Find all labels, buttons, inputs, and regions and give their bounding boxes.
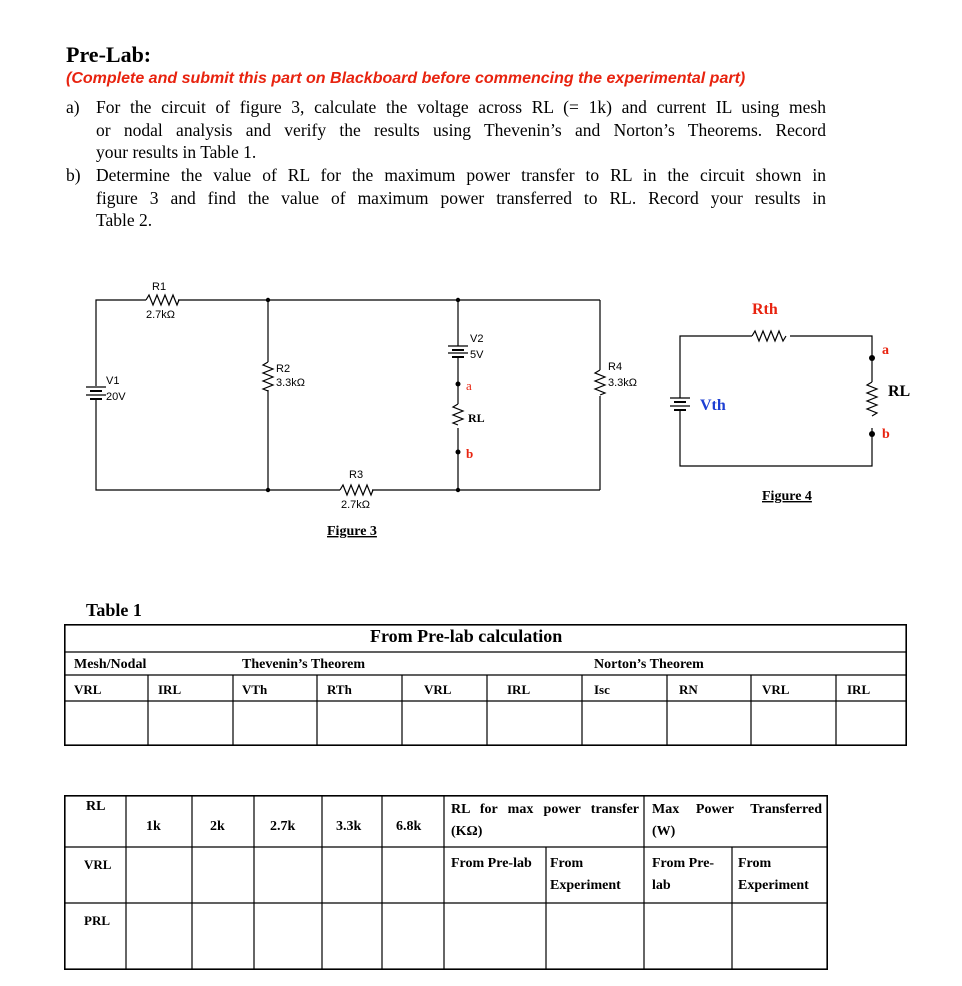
r4-label: R4 [608,361,623,373]
table1-group-norton: Norton’s Theorem [594,657,704,672]
instruction-b-label: b) [66,165,81,185]
col-vth: VTh [242,682,268,697]
row-label-prl: PRL [84,913,110,928]
power-from-prelab: From Pre-lab [652,856,715,893]
r2-label: R2 [276,363,291,375]
fig4-wire-top-right [790,336,872,382]
r1-value: 2.7kΩ [146,309,176,321]
figure4-caption: Figure 4 [762,489,812,504]
col-rth: RTh [327,682,352,697]
r3-value: 2.7kΩ [341,499,371,511]
vth-label: Vth [700,397,726,414]
fig4-wire-top [680,336,752,398]
r1-zigzag [146,295,179,305]
page-subtitle: (Complete and submit this part on Blackboard before commencing the experimental part) [66,70,746,87]
r2-zigzag [263,362,273,391]
fig3-wire-top-left [96,300,146,386]
table1-header: From Pre-lab calculation [370,626,563,646]
table1 [64,624,907,746]
table1-group-mesh: Mesh/Nodal [74,657,147,672]
rl-value-1k: 1k [146,819,161,834]
col-vrl: VRL [74,682,102,697]
col-isc: Isc [594,682,610,697]
node-b-label: b [466,446,474,461]
fig4-terminal-a-dot [869,355,875,361]
junction-dot [456,298,460,302]
junction-dot [456,488,460,492]
table1-label: Table 1 [86,600,142,620]
col-vrl-thevenin: VRL [424,682,452,697]
rl4-zigzag [867,382,877,416]
instruction-a-line: For the circuit of figure 3, calculate the voltage across RL (= 1k) and current IL using mesh [96,97,826,117]
col-vrl-norton: VRL [762,682,790,697]
rl-value-3-3k: 3.3k [336,819,362,834]
rl-from-prelab: From Pre-lab [451,856,532,871]
junction-dot [266,488,270,492]
instruction-b-line: figure 3 and find the value of maximum power transferred to RL. Record your results in [96,187,826,208]
row-label-vrl: VRL [84,857,112,872]
fig4-node-a-label: a [882,343,889,358]
fig4-terminal-b-dot [869,431,875,437]
table2 [64,795,828,970]
instruction-b-line: Determine the value of RL for the maximum power transfer to RL in the circuit shown in [96,165,826,185]
v1-label: V1 [106,375,120,387]
page-title: Pre-Lab: [66,42,152,67]
r3-zigzag [340,485,373,495]
instruction-b-line: Table 2. [96,210,153,230]
r4-zigzag [595,370,605,395]
rl-from-experiment: From Experiment [550,856,621,893]
rl-value-2-7k: 2.7k [270,819,296,834]
col-irl: IRL [158,682,182,697]
row-label-rl: RL [86,799,106,814]
col-irl-thevenin: IRL [507,682,531,697]
rth-zigzag [752,331,786,341]
col-irl-norton: IRL [847,682,871,697]
fig4-rl-label: RL [888,383,911,400]
fig3-wire-left-bottom [96,400,340,490]
rth-label: Rth [752,301,778,318]
fig4-wire-bottom [680,410,872,466]
col-rn: RN [679,682,698,697]
v2-value: 5V [470,349,484,361]
terminal-a-dot [456,382,461,387]
v1-value: 20V [106,391,126,403]
rl-label: RL [468,411,485,425]
rl-max-power-label: RL for max power transfer (KΩ) [451,802,639,839]
power-from-experiment: From Experiment [738,856,809,893]
junction-dot [266,298,270,302]
rl-zigzag [453,404,463,425]
r2-value: 3.3kΩ [276,377,306,389]
instruction-a-line: your results in Table 1. [96,142,257,162]
r4-value: 3.3kΩ [608,377,638,389]
instruction-a-label: a) [66,97,80,117]
r3-label: R3 [349,469,364,481]
figure3-caption: Figure 3 [327,524,377,539]
node-a-label: a [466,378,472,393]
r1-label: R1 [152,281,167,293]
instruction-a-line: or nodal analysis and verify the results using Thevenin’s and Norton’s Theorems. Record [96,119,826,140]
max-power-label: Max Power Transferred (W) [652,802,822,839]
rl-value-2k: 2k [210,819,225,834]
table1-group-thevenin: Thevenin’s Theorem [242,657,366,672]
v2-label: V2 [470,333,484,345]
rl-value-6-8k: 6.8k [396,819,422,834]
fig4-node-b-label: b [882,427,890,442]
terminal-b-dot [456,450,461,455]
